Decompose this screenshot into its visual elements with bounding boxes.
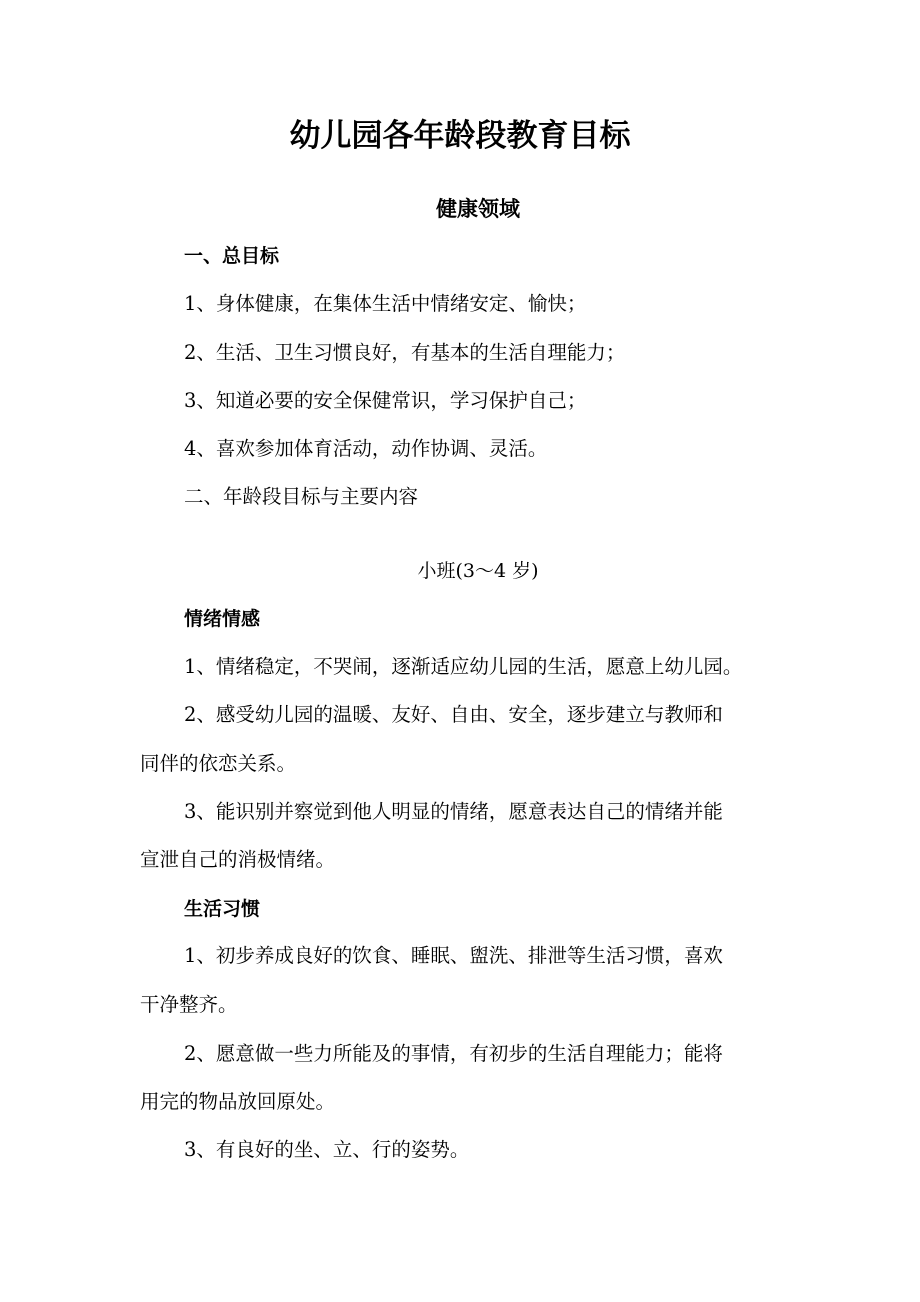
- general-goal-item-3: 3、知道必要的安全保健常识，学习保护自己；: [184, 389, 587, 412]
- habits-item-3: 3、有良好的坐、立、行的姿势。: [184, 1138, 470, 1161]
- document-title: 幼儿园各年龄段教育目标: [289, 118, 631, 154]
- domain-heading: 健康领域: [436, 197, 520, 221]
- habits-item-1-line-1: 1、初步养成良好的饮食、睡眠、盥洗、排泄等生活习惯，喜欢: [184, 944, 723, 967]
- emotion-item-3-line-1: 3、能识别并察觉到他人明显的情绪，愿意表达自己的情绪并能: [184, 800, 723, 823]
- general-goal-item-4: 4、喜欢参加体育活动，动作协调、灵活。: [184, 437, 548, 460]
- emotion-item-1: 1、情绪稳定，不哭闹，逐渐适应幼儿园的生活，愿意上幼儿园。: [184, 655, 743, 678]
- emotion-item-2-line-1: 2、感受幼儿园的温暖、友好、自由、安全，逐步建立与教师和: [184, 703, 723, 726]
- class-heading: 小班(3～4 岁): [417, 560, 539, 582]
- emotion-item-2-line-2: 同伴的依恋关系。: [140, 752, 297, 775]
- habits-item-2-line-2: 用完的物品放回原处。: [140, 1090, 336, 1113]
- age-goal-heading: 二、年龄段目标与主要内容: [184, 485, 419, 508]
- habits-item-2-line-1: 2、愿意做一些力所能及的事情，有初步的生活自理能力；能将: [184, 1042, 723, 1065]
- general-goal-item-1: 1、身体健康，在集体生活中情绪安定、愉快；: [184, 292, 587, 315]
- emotion-item-3-line-2: 宣泄自己的消极情绪。: [140, 848, 336, 871]
- general-goal-item-2: 2、生活、卫生习惯良好，有基本的生活自理能力；: [184, 341, 626, 364]
- habits-item-1-line-2: 干净整齐。: [140, 993, 238, 1016]
- general-goal-heading: 一、总目标: [184, 245, 280, 267]
- habits-heading: 生活习惯: [184, 898, 261, 920]
- emotion-heading: 情绪情感: [184, 608, 261, 630]
